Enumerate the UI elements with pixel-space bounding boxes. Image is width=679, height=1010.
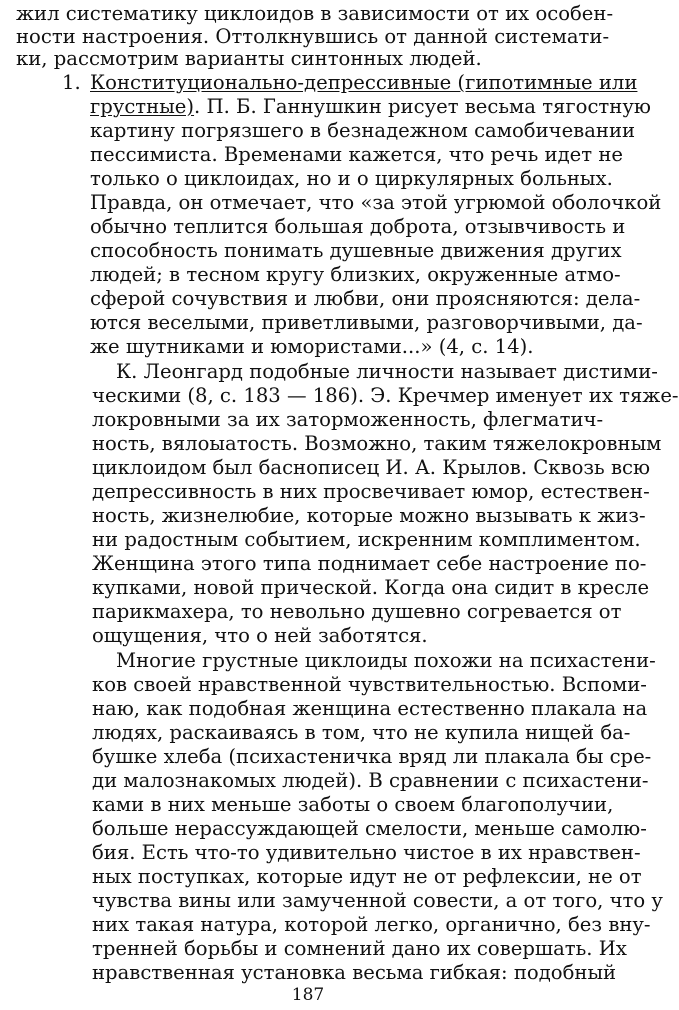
list-heading-underlined-2: грустные) xyxy=(90,95,195,118)
text-line: чувства вины или замученной совести, а от того, что у xyxy=(92,889,663,912)
text-line: ди малознакомых людей). В сравнении с психастени- xyxy=(92,769,649,792)
text-line: пессимиста. Временами кажется, что речь идет не xyxy=(90,143,623,166)
text-line: тренней борьбы и сомнений дано их совершать. Их xyxy=(92,937,627,960)
text-line: людей; в тесном кругу близких, окруженные атмо- xyxy=(90,263,621,286)
text-line: бушке хлеба (психастеничка вряд ли плакала бы сре- xyxy=(92,745,652,768)
text-line: ности настроения. Оттолкнувшись от данной системати- xyxy=(16,25,610,48)
list-heading-rest: . П. Б. Ганнушкин рисует весьма тягостную xyxy=(194,95,651,118)
text-line: ность, вялоыатость. Возможно, таким тяжелокровным xyxy=(92,432,662,455)
list-number: 1. xyxy=(62,71,81,94)
text-line: людях, раскаиваясь в том, что не купила нищей ба- xyxy=(92,721,631,744)
text-line: ощущения, что о ней заботятся. xyxy=(92,624,428,647)
text-line: бия. Есть что-то удивительно чистое в их нравствен- xyxy=(92,841,641,864)
text-line: больше нерассуждающей смелости, меньше самолю- xyxy=(92,817,647,840)
text-line: нравственная установка весьма гибкая: подобный xyxy=(92,961,617,984)
text-line: них такая натура, которой легко, органично, без вну- xyxy=(92,913,651,936)
text-line: парикмахера, то невольно душевно согревается от xyxy=(92,600,622,623)
text-line: обычно теплится большая доброта, отзывчивость и xyxy=(90,215,626,238)
text-line: купками, новой прической. Когда она сидит в кресле xyxy=(92,576,650,599)
text-line: только о циклоидах, но и о циркулярных больных. xyxy=(90,167,613,190)
text-line: Правда, он отмечает, что «за этой угрюмой оболочкой xyxy=(90,191,662,214)
text-line: ками в них меньше заботы о своем благополучии, xyxy=(92,793,614,816)
text-line: ных поступках, которые идут не от рефлексии, не от xyxy=(92,865,642,888)
text-line: циклоидом был баснописец И. А. Крылов. Сквозь всю xyxy=(92,456,651,479)
list-heading-line-2 xyxy=(90,95,651,119)
paragraph-first-line: Многие грустные циклоиды похожи на психастени- xyxy=(116,649,656,672)
page-number: 187 xyxy=(291,985,325,1005)
text-line: депрессивность в них просвечивает юмор, естествен- xyxy=(92,480,650,503)
text-line: жил систематику циклоидов в зависимости от их особен- xyxy=(16,2,614,25)
text-line: сферой сочувствия и любви, они проясняются: дела- xyxy=(90,287,641,310)
text-line: ческими (8, с. 183 — 186). Э. Кречмер именует их тяже- xyxy=(92,384,679,407)
text-line: ность, жизнелюбие, которые можно вызывать к жиз- xyxy=(92,504,646,527)
paragraph-first-line: К. Леонгард подобные личности называет дистими- xyxy=(116,360,658,383)
list-heading-underlined: Конституционально-депрессивные (гипотимные или xyxy=(90,71,638,94)
text-line: Женщина этого типа поднимает себе настроение по- xyxy=(92,552,647,575)
text-line: ков своей нравственной чувствительностью. Вспоми- xyxy=(92,673,647,696)
text-line: локровными за их заторможенность, флегматич- xyxy=(92,408,604,431)
text-line: ни радостным событием, искренним комплиментом. xyxy=(92,528,641,551)
text-line: ются веселыми, приветливыми, разговорчивыми, да- xyxy=(90,311,643,334)
text-line: картину погрязшего в безнадежном самобичевании xyxy=(90,119,636,142)
text-line: ки, рассмотрим варианты синтонных людей. xyxy=(16,47,482,70)
list-heading-line xyxy=(90,71,638,95)
text-line: наю, как подобная женщина естественно плакала на xyxy=(92,697,648,720)
text-line: способность понимать душевные движения других xyxy=(90,239,622,262)
text-line: же шутниками и юмористами...» (4, с. 14). xyxy=(90,335,534,358)
